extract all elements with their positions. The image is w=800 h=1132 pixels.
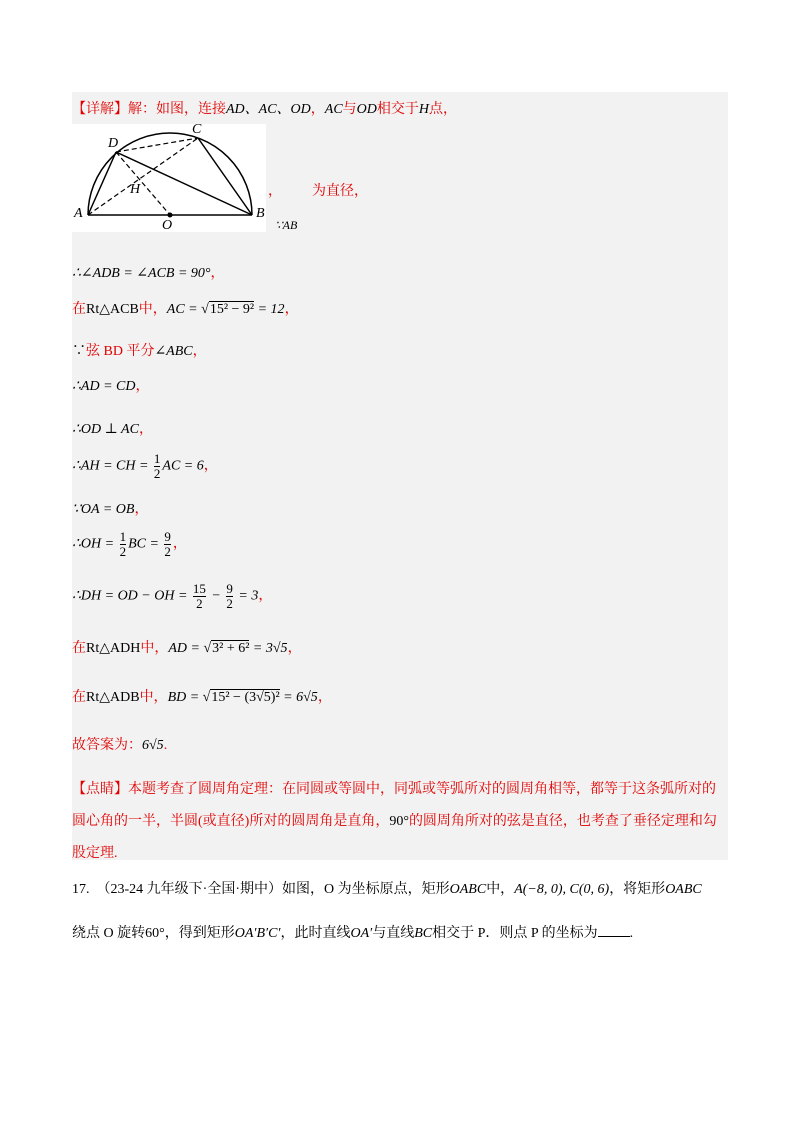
step-10: 在Rt△ADH中，AD = √3² + 6² = 3√5， <box>72 641 302 656</box>
comment-line-2: 圆心角的一半，半圆(或直径)所对的圆周角是直角，90°的圆周角所对的弦是直径，也考查了垂径定理和勾 <box>72 814 717 829</box>
step-7: ∵OA = OB， <box>72 502 149 517</box>
step-2: 在Rt△ACB中，AC = √15² − 9² = 12， <box>72 302 299 317</box>
step-5: ∴OD ⊥ AC， <box>72 422 153 437</box>
step-11: 在Rt△ADB中，BD = √15² − (3√5)² = 6√5， <box>72 690 332 705</box>
solution-header: 【详解】解：如图，连接AD、AC、OD，AC与OD相交于H点， <box>72 102 458 117</box>
step-4: ∴AD = CD， <box>72 379 150 394</box>
comment-tag: 【点睛】 <box>72 782 128 797</box>
detail-tag: 【详解】 <box>72 102 128 117</box>
comment-line-1: 【点睛】本题考查了圆周角定理：在同圆或等圆中，同弧或等弧所对的圆周角相等，都等于这条弧所对的 <box>72 782 716 797</box>
step-3: ∵弦 BD 平分∠ABC， <box>72 344 207 359</box>
comment-line-3: 股定理. <box>72 846 118 861</box>
step-6: ∴AH = CH = $\frac{1}{2}$ AC = 6， <box>72 451 218 481</box>
question-17-line-1: 17. （23-24 九年级下·全国·期中）如图，O 为坐标原点，矩形OABC中，A(−8, 0), C(0, 6)，将矩形OABC <box>72 882 702 897</box>
step-9: ∴DH = OD − OH = $\frac{15}{2}$ − $\frac{9}{2}$ = 3， <box>72 581 273 611</box>
semicircle-diagram: D C H A O B <box>74 122 265 233</box>
step-1: ∴∠ADB = ∠ACB = 90°， <box>72 266 225 281</box>
answer-blank <box>598 936 630 937</box>
semicircle-figure <box>72 124 266 232</box>
answer-line: 故答案为：6√5. <box>72 738 168 753</box>
question-17-line-2: 绕点 O 旋转60°，得到矩形OA′B′C′，此时直线OA′与直线BC相交于 P．则点 P 的坐标为 . <box>72 926 634 941</box>
step-8: ∴OH = $\frac{1}{2}$ BC = $\frac{9}{2}$ ， <box>72 529 187 559</box>
